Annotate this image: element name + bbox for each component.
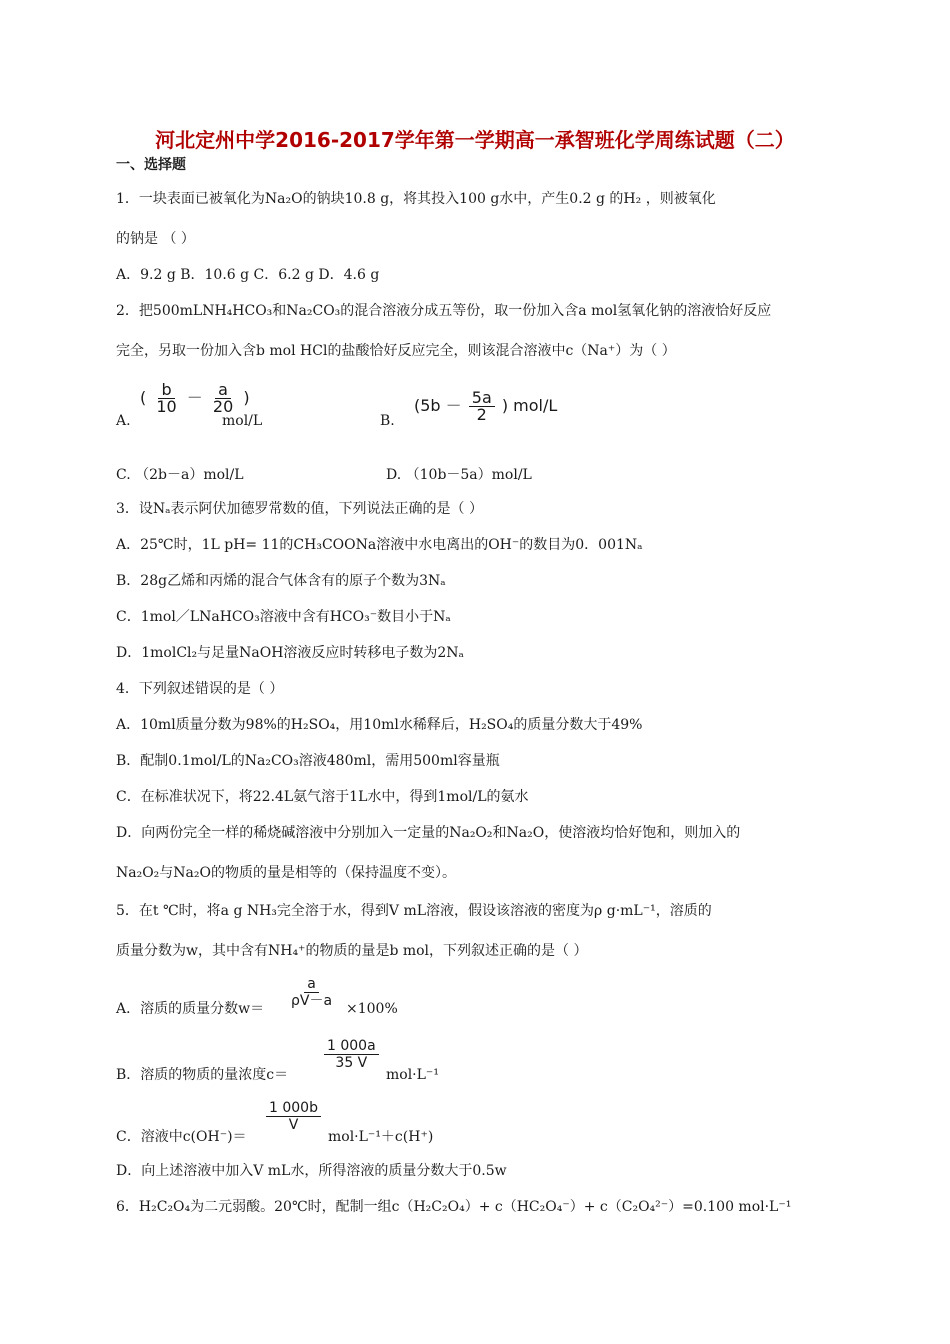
q5-option-b-suffix: mol·L⁻¹ <box>386 1067 439 1083</box>
fraction-numerator: 1 000a <box>324 1038 379 1055</box>
q5-option-a-prefix: A．溶质的质量分数w＝ <box>116 1001 265 1017</box>
q2-option-b-label: B. <box>380 413 395 429</box>
fraction-numerator: a <box>215 382 231 399</box>
q5-stem-line2: 质量分数为w，其中含有NH₄⁺的物质的量是b mol，下列叙述正确的是（ ） <box>116 943 588 959</box>
q2-option-b-formula <box>414 390 557 423</box>
section-heading: 一、选择题 <box>116 157 186 173</box>
fraction-numerator: a <box>304 976 319 993</box>
q1-stem-line1: 1．一块表面已被氧化为Na₂O的钠块10.8 g，将其投入100 g水中，产生0.2 g 的H₂ ，则被氧化 <box>116 191 716 207</box>
q4-option-b: B．配制0.1mol/L的Na₂CO₃溶液480ml，需用500ml容量瓶 <box>116 753 500 769</box>
fraction-denominator: 35 V <box>335 1055 368 1071</box>
fraction-denominator: ρV－a <box>291 993 333 1009</box>
formula-text: (5b － <box>414 396 462 415</box>
page-title: 河北定州中学2016-2017学年第一学期高一承智班化学周练试题（二） <box>155 128 795 152</box>
q4-option-d-line1: D．向两份完全一样的稀烧碱溶液中分别加入一定量的Na₂O₂和Na₂O，使溶液均恰好饱和，则加入的 <box>116 825 741 841</box>
q3-option-d: D．1molCl₂与足量NaOH溶液反应时转移电子数为2Nₐ <box>116 645 464 661</box>
q2-option-c: C. （2b－a）mol/L <box>116 467 244 483</box>
fraction-denominator: 10 <box>156 397 177 416</box>
q5-option-d: D．向上述溶液中加入V mL水，所得溶液的质量分数大于0.5w <box>116 1163 507 1179</box>
q2-option-a-formula: ( $\frac{b}{10}$ － $\frac{a}{20}$ ) <box>140 380 250 416</box>
q5-option-c-prefix: C．溶液中c(OH⁻)＝ <box>116 1129 247 1145</box>
q1-options: A．9.2 g B．10.6 g C．6.2 g D．4.6 g <box>116 267 380 283</box>
fraction-denominator: 20 <box>212 397 234 416</box>
q1-stem-line2: 的钠是 （ ） <box>116 231 195 247</box>
fraction-numerator: 5a <box>469 390 495 407</box>
q3-option-b: B．28g乙烯和丙烯的混合气体含有的原子个数为3Nₐ <box>116 573 446 589</box>
q2-option-a-unit: mol/L <box>222 413 263 429</box>
q5-stem-line1: 5．在t ℃时，将a g NH₃完全溶于水，得到V mL溶液，假设该溶液的密度为ρ g·mL⁻¹，溶质的 <box>116 903 712 919</box>
q4-stem: 4．下列叙述错误的是（ ） <box>116 681 284 697</box>
q6-stem: 6．H₂C₂O₄为二元弱酸。20℃时，配制一组c（H₂C₂O₄）+ c（HC₂O₄⁻）+ c（C₂O₄²⁻）=0.100 mol·L⁻¹ <box>116 1199 792 1215</box>
q2-option-a-label: A. <box>116 413 131 429</box>
q4-option-a: A．10ml质量分数为98%的H₂SO₄，用10ml水稀释后，H₂SO₄的质量分数大于49% <box>116 717 643 733</box>
q5-option-c-fraction <box>264 1100 323 1133</box>
q3-option-c: C．1mol／LNaHCO₃溶液中含有HCO₃⁻数目小于Nₐ <box>116 609 451 625</box>
fraction-numerator: 1 000b <box>266 1100 321 1117</box>
fraction-denominator: 2 <box>476 405 487 424</box>
q4-option-c: C．在标准状况下，将22.4L氨气溶于1L水中，得到1mol/L的氨水 <box>116 789 529 805</box>
q5-option-b-fraction <box>322 1038 381 1071</box>
formula-text: ) mol/L <box>501 396 558 415</box>
q5-option-b-prefix: B．溶质的物质的量浓度c＝ <box>116 1067 289 1083</box>
q3-option-a: A．25℃时，1L pH= 11的CH₃COONa溶液中水电离出的OH⁻的数目为0．001Nₐ <box>116 537 643 553</box>
fraction-denominator: V <box>288 1117 299 1133</box>
q2-stem-line1: 2．把500mLNH₄HCO₃和Na₂CO₃的混合溶液分成五等份，取一份加入含a mol氢氧化钠的溶液恰好反应 <box>116 303 772 319</box>
q2-stem-line2: 完全，另取一份加入含b mol HCl的盐酸恰好反应完全，则该混合溶液中c（Na⁺）为（ ） <box>116 343 676 359</box>
q3-stem: 3．设Nₐ表示阿伏加德罗常数的值，下列说法正确的是（ ） <box>116 501 484 517</box>
q5-option-c-suffix: mol·L⁻¹＋c(H⁺) <box>328 1129 434 1145</box>
q5-option-a-suffix: ×100% <box>346 1001 398 1017</box>
q4-option-d-line2: Na₂O₂与Na₂O的物质的量是相等的（保持温度不变）。 <box>116 865 456 881</box>
fraction-numerator: b <box>158 382 174 399</box>
q5-option-a-fraction <box>286 976 337 1009</box>
q2-option-d: D. （10b－5a）mol/L <box>386 467 532 483</box>
